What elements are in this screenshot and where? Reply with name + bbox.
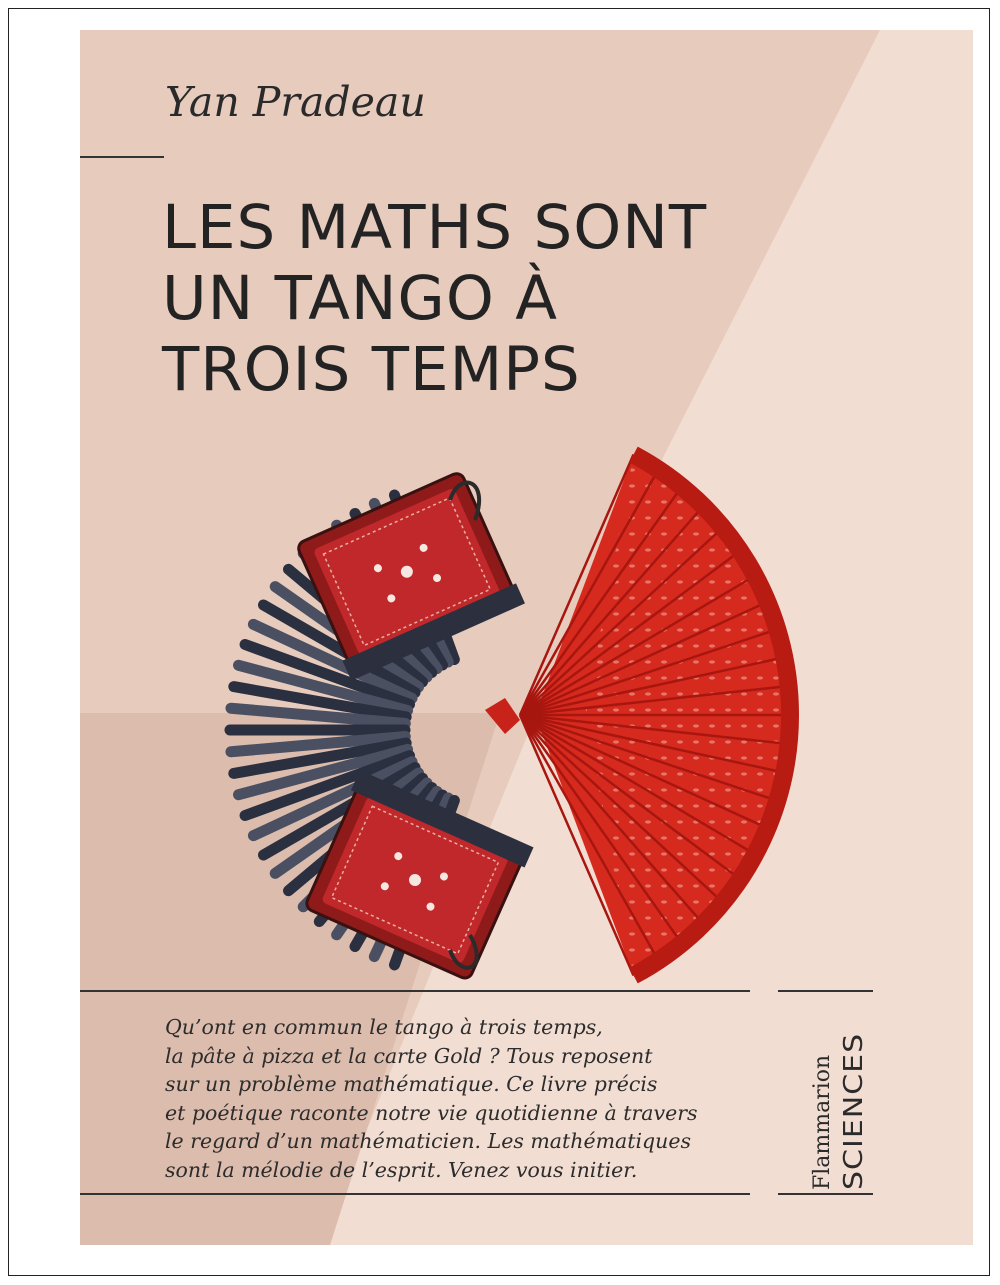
publisher-rule-top	[778, 990, 873, 992]
book-cover	[80, 30, 973, 1245]
blurb-rule-top	[80, 990, 750, 992]
blurb-line: Qu’ont en commun le tango à trois temps,	[165, 1015, 603, 1039]
blurb-line: sont la mélodie de l’esprit. Venez vous initier.	[165, 1157, 638, 1182]
blurb-line: le regard d’un mathématicien. Les mathématiques	[165, 1129, 692, 1153]
blurb-rule-bottom	[80, 1193, 750, 1195]
back-blurb	[165, 1013, 755, 1184]
fan-image	[485, 455, 790, 976]
bandoneon-image	[230, 469, 534, 982]
title-line-3: TROIS TEMPS	[162, 334, 581, 405]
publisher-name: Flammarion	[810, 1054, 835, 1190]
publisher-rule-bottom	[778, 1193, 873, 1195]
fan-ribs	[520, 455, 790, 976]
blurb-line: sur un problème mathématique. Ce livre précis	[165, 1072, 658, 1096]
blurb-line: et poétique raconte notre vie quotidienne à travers	[165, 1100, 698, 1125]
publisher-logo	[810, 1033, 868, 1190]
blurb-line: la pâte à pizza et la carte Gold ? Tous reposent	[165, 1043, 653, 1068]
title-line-2: UN TANGO À	[162, 263, 558, 334]
publisher-collection: SCIENCES	[839, 1032, 869, 1190]
author-name: Yan Pradeau	[165, 78, 426, 126]
title-line-1: LES MATHS SONT	[162, 192, 708, 263]
